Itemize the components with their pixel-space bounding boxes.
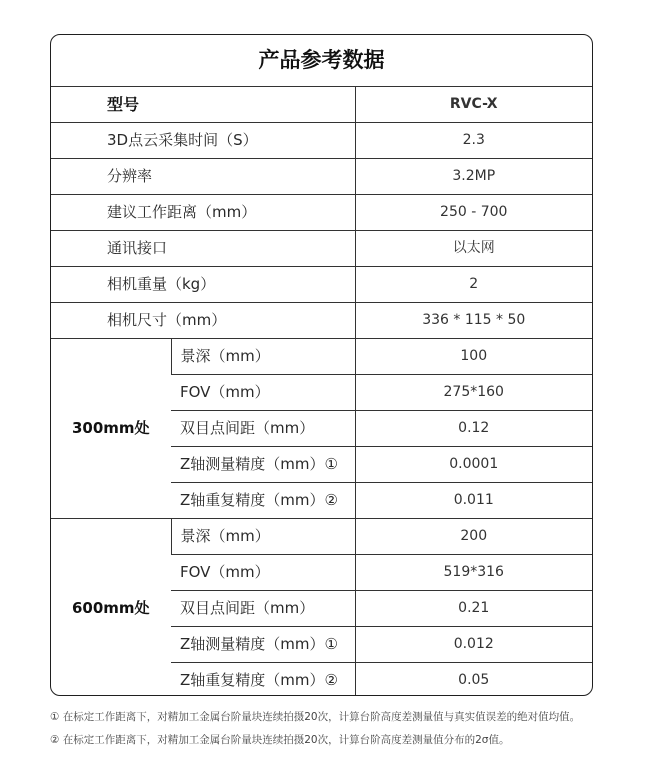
row-value: 0.012 (355, 627, 592, 663)
group-label-300mm: 300mm处 (51, 339, 171, 519)
footnote-1: ① 在标定工作距离下，对精加工金属台阶量块连续拍摄20次，计算台阶高度差测量值与真实值误差的绝对值均值。 (50, 711, 581, 723)
table-row (51, 519, 592, 555)
row-value: 0.05 (355, 663, 592, 697)
row-label: FOV（mm） (171, 375, 355, 411)
table-header-row (51, 87, 592, 123)
header-value: RVC-X (355, 87, 592, 123)
row-value: 0.0001 (355, 447, 592, 483)
row-value: 3.2MP (355, 159, 592, 195)
row-value: 275*160 (355, 375, 592, 411)
row-value: 0.12 (355, 411, 592, 447)
row-label: 景深（mm） (171, 339, 355, 375)
row-label: 相机重量（kg） (51, 267, 355, 303)
row-value: 250 - 700 (355, 195, 592, 231)
row-value: 0.21 (355, 591, 592, 627)
table-title: 产品参考数据 (258, 48, 385, 72)
header-label: 型号 (51, 87, 355, 123)
row-label: Z轴重复精度（mm）② (171, 483, 355, 519)
row-label: 建议工作距离（mm） (51, 195, 355, 231)
row-value: 200 (355, 519, 592, 555)
table-row (51, 303, 592, 339)
row-label: Z轴测量精度（mm）① (171, 627, 355, 663)
row-label: 通讯接口 (51, 231, 355, 267)
row-value: 519*316 (355, 555, 592, 591)
row-value: 0.011 (355, 483, 592, 519)
row-label: FOV（mm） (171, 555, 355, 591)
row-label: Z轴测量精度（mm）① (171, 447, 355, 483)
row-label: 3D点云采集时间（S） (51, 123, 355, 159)
row-value: 100 (355, 339, 592, 375)
table-row (51, 339, 592, 375)
group-label-600mm: 600mm处 (51, 519, 171, 697)
table-row (51, 195, 592, 231)
row-label: 双目点间距（mm） (171, 411, 355, 447)
footnote-2: ② 在标定工作距离下，对精加工金属台阶量块连续拍摄20次，计算台阶高度差测量值分布的2σ值。 (50, 734, 510, 746)
table-row (51, 123, 592, 159)
table-row (51, 231, 592, 267)
row-label: Z轴重复精度（mm）② (171, 663, 355, 697)
row-value: 2.3 (355, 123, 592, 159)
row-label: 景深（mm） (171, 519, 355, 555)
spec-table-card (50, 34, 593, 696)
table-row (51, 267, 592, 303)
row-label: 相机尺寸（mm） (51, 303, 355, 339)
row-label: 双目点间距（mm） (171, 591, 355, 627)
row-value: 以太网 (355, 231, 592, 267)
row-value: 336 * 115 * 50 (355, 303, 592, 339)
row-label: 分辨率 (51, 159, 355, 195)
row-value: 2 (355, 267, 592, 303)
spec-table (51, 35, 592, 696)
table-row (51, 159, 592, 195)
